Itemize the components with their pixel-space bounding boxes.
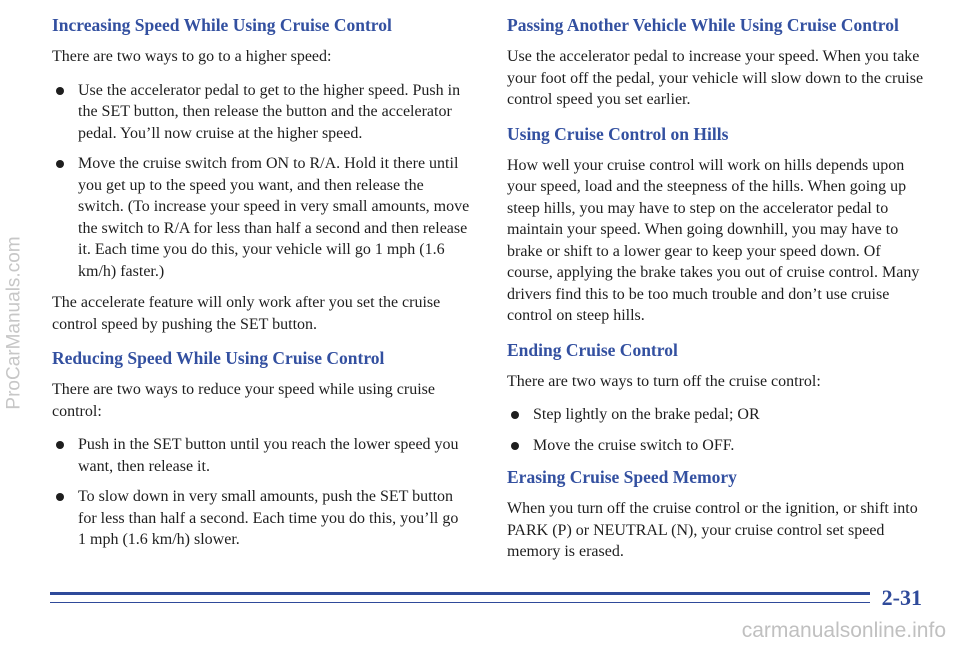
list-item (507, 404, 927, 426)
bullet-icon (56, 441, 64, 449)
section-reducing-speed (52, 347, 470, 551)
list-item (52, 434, 470, 477)
list-item (52, 153, 470, 282)
section-heading: Increasing Speed While Using Cruise Control (52, 15, 392, 35)
bullet-list (52, 434, 470, 551)
section-intro: There are two ways to turn off the cruise control: (507, 372, 821, 390)
bullet-icon (56, 87, 64, 95)
section-note: The accelerate feature will only work after you set the cruise control speed by pushing the SET button. (52, 294, 441, 333)
list-item (507, 435, 927, 457)
section-heading: Erasing Cruise Speed Memory (507, 467, 737, 487)
section-body: Use the accelerator pedal to increase your speed. When you take your foot off the pedal, your vehicle will slow down to the cruise control speed you set earlier. (507, 48, 924, 108)
list-item-text: To slow down in very small amounts, push the SET button for less than half a second. Each time you do this, you’ll go 1 mph (1.6 km/h) slower. (78, 488, 459, 548)
bullet-icon (511, 411, 519, 419)
section-increasing-speed (52, 14, 470, 335)
list-item-text: Use the accelerator pedal to get to the higher speed. Push in the SET button, then release the button and the accelerator pedal. You’ll now cruise at the higher speed. (78, 81, 461, 142)
section-heading: Reducing Speed While Using Cruise Control (52, 348, 385, 368)
bullet-icon (511, 442, 519, 450)
bullet-icon (56, 160, 64, 168)
section-ending-cruise (507, 339, 927, 457)
section-heading: Passing Another Vehicle While Using Cruise Control (507, 15, 899, 35)
section-heading: Using Cruise Control on Hills (507, 123, 729, 144)
section-heading: Ending Cruise Control (507, 339, 678, 360)
list-item-text: Step lightly on the brake pedal; OR (533, 406, 760, 423)
section-body: When you turn off the cruise control or the ignition, or shift into PARK (P) or NEUTRAL (N), your cruise control set speed memory is erased. (507, 500, 918, 560)
section-body: How well your cruise control will work on hills depends upon your speed, load and the steepness of the hills. When going up steep hills, you may have to step on the accelerator pedal to maintain your speed. When going downhill, you may have to brake or shift to a lower gear to keep your speed down. Of course, applying the brake takes you out of cruise control. Many drivers find this to be too much trouble and don’t use cruise control on steep hills. (507, 156, 920, 324)
left-column (52, 14, 470, 561)
bullet-list (507, 404, 927, 456)
section-hills (507, 123, 927, 327)
section-intro: There are two ways to go to a higher speed: (52, 48, 332, 65)
section-intro: There are two ways to reduce your speed while using cruise control: (52, 381, 435, 420)
bullet-icon (56, 493, 64, 501)
section-passing-vehicle (507, 14, 927, 111)
page-number: 2-31 (881, 585, 922, 610)
list-item (52, 80, 470, 145)
footer-rule-thin (50, 602, 870, 603)
list-item (52, 486, 470, 551)
watermark-side-text: ProCarManuals.com (4, 235, 26, 410)
list-item-text: Move the cruise switch from ON to R/A. Hold it there until you get up to the speed you want, and then release the switch. (To increase your speed in very small amounts, move the switch to R/A for less than half a second and then release it. Each time you do this, your vehicle will go 1 mph (1.6 km/h) faster.) (78, 155, 470, 280)
watermark-bottom: carmanualsonline.info (741, 619, 946, 642)
right-column (507, 14, 927, 575)
list-item-text: Move the cruise switch to OFF. (533, 436, 735, 454)
list-item-text: Push in the SET button until you reach the lower speed you want, then release it. (78, 436, 459, 475)
watermark-side (2, 0, 28, 645)
bullet-list (52, 80, 470, 283)
section-erasing-memory (507, 466, 927, 563)
footer-rule-thick (50, 592, 870, 595)
